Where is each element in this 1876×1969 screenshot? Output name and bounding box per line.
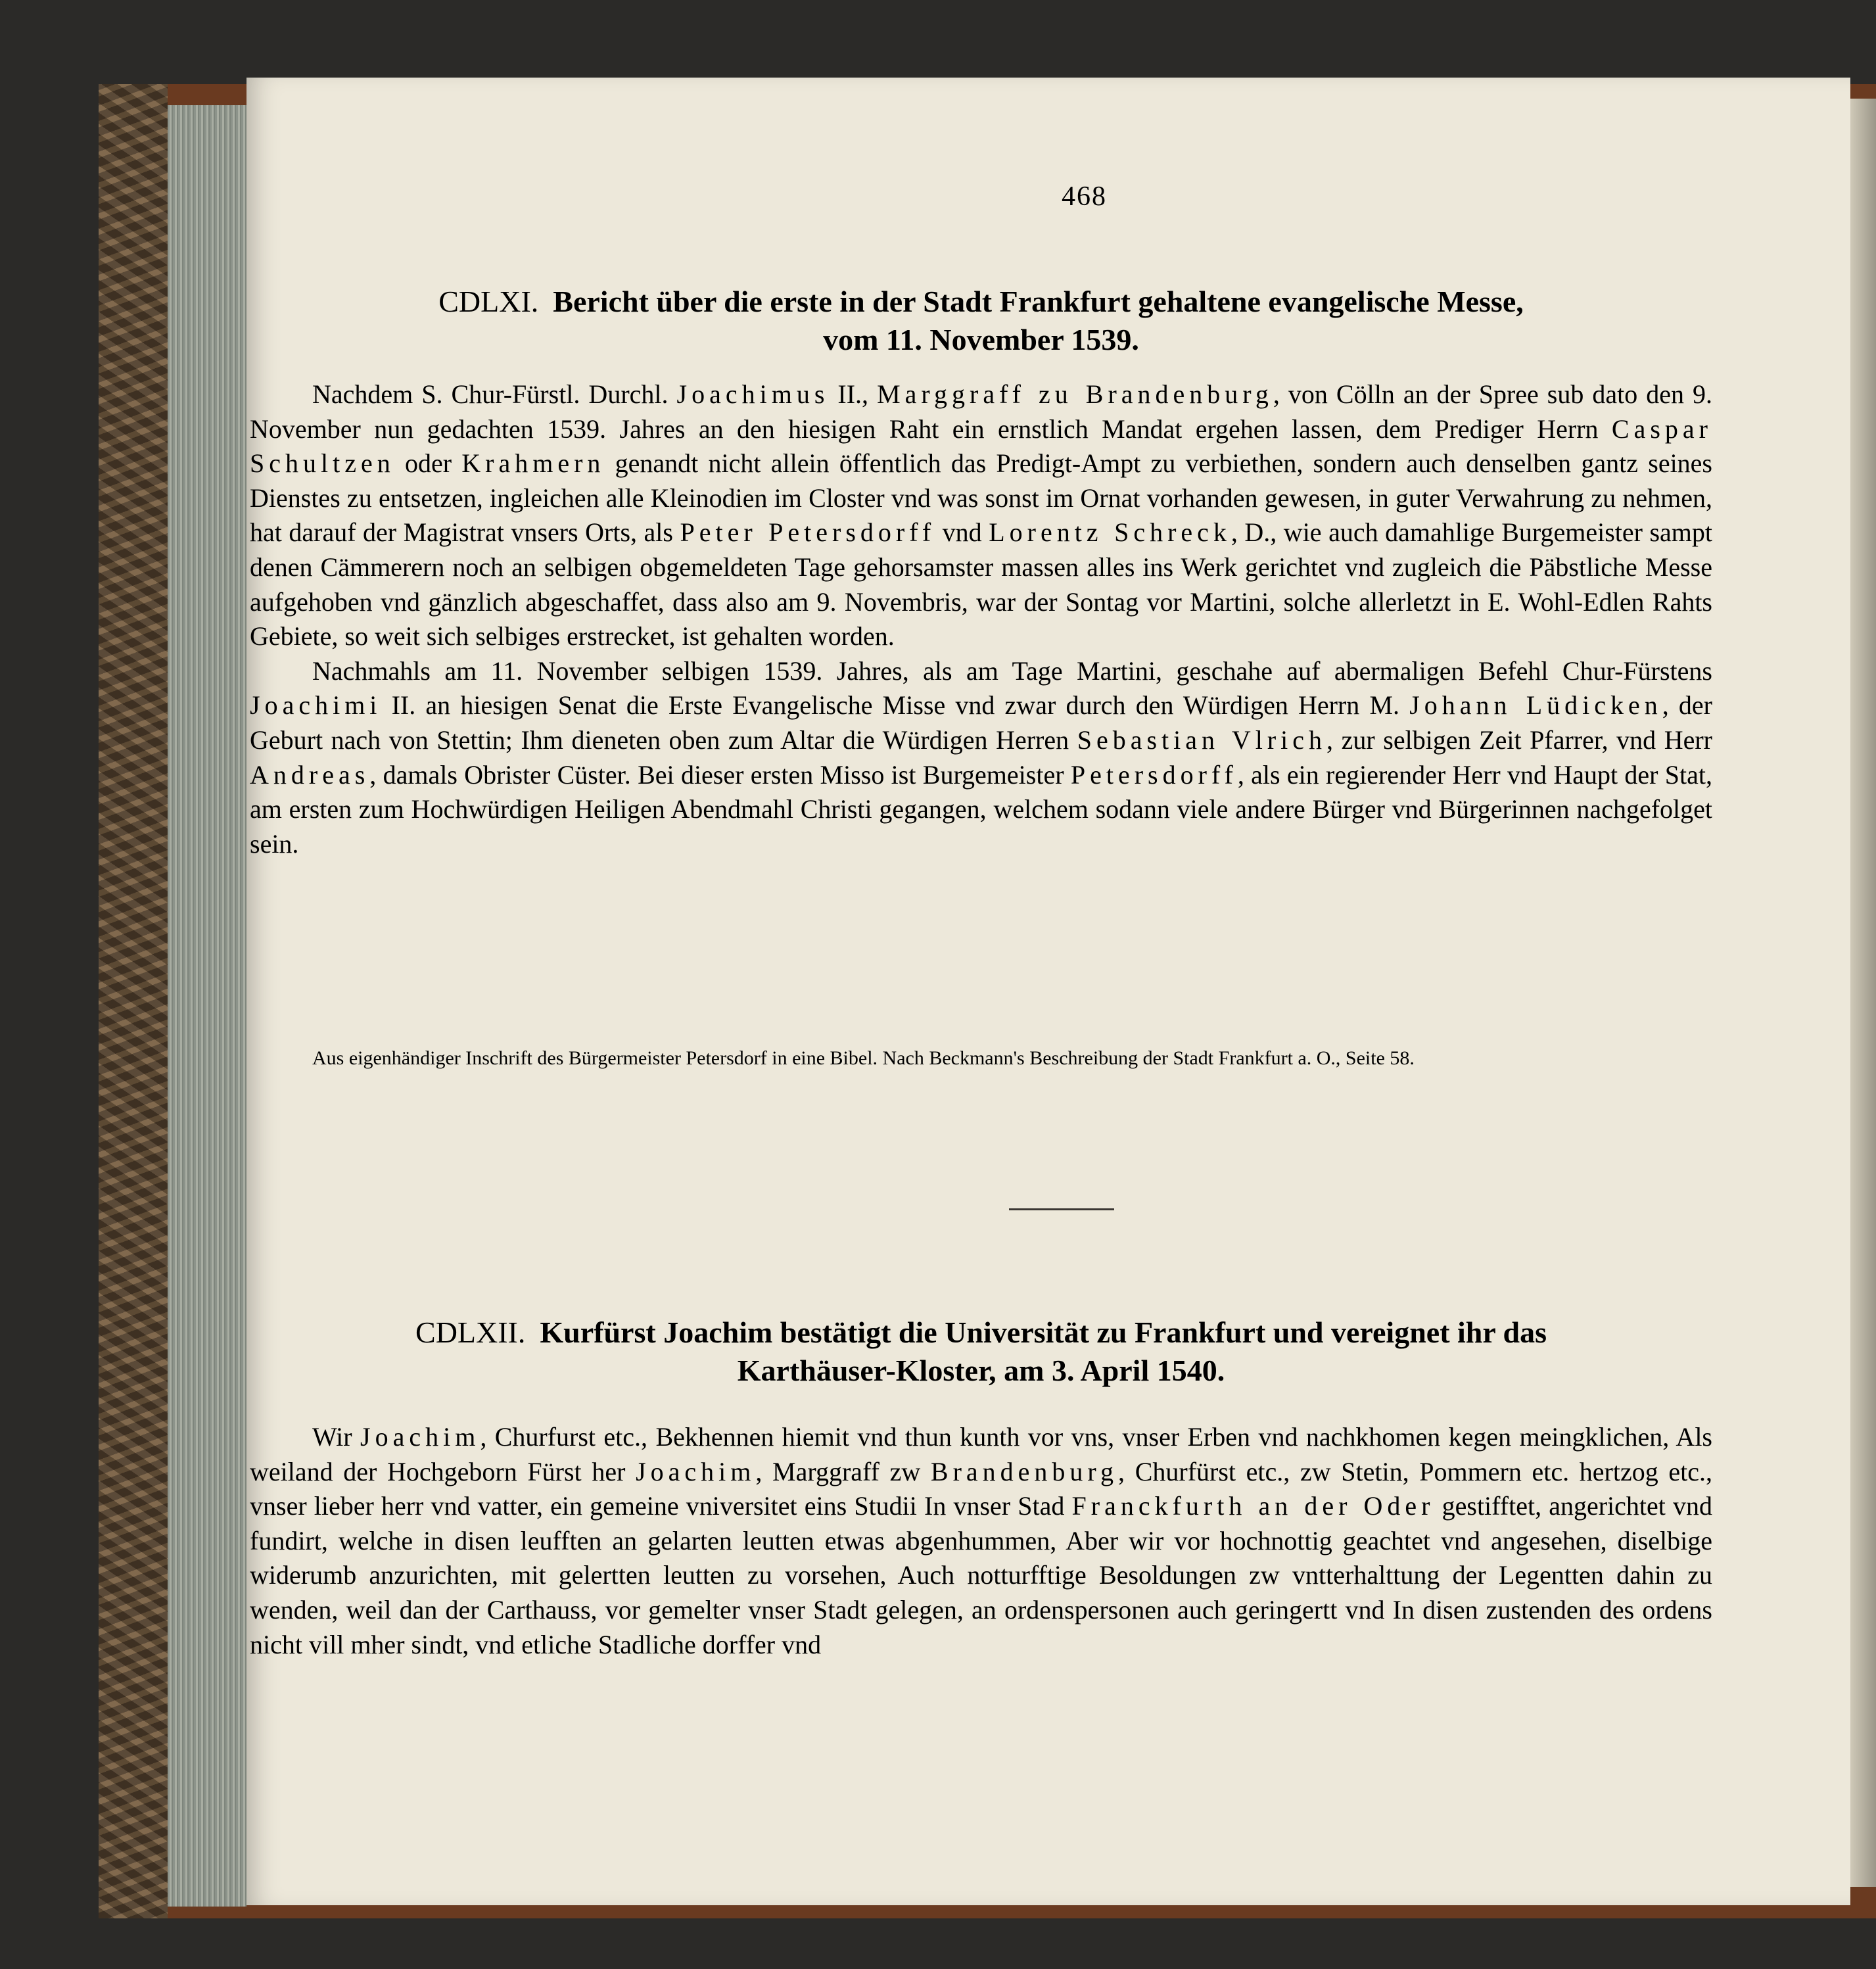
doc2-heading	[250, 1314, 1712, 1390]
doc1-title: Bericht über die erste in der Stadt Frankfurt gehaltene evangelische Messe,	[553, 285, 1524, 318]
marbled-binding	[99, 84, 168, 1918]
page-block-edge	[168, 105, 246, 1907]
doc1-paragraph-2: Nachmahls am 11. November selbigen 1539. Jahres, als am Tage Martini, geschahe auf abermaligen Befehl Chur-Fürstens Joachimi II. an hiesigen Senat die Erste Evangelische Misse vnd zwar durch den Würdigen Herrn M. Johann Lüdicken, der Geburt nach von Stettin; Ihm dieneten oben zum Altar die Würdigen Herren Sebastian Vlrich, zur selbigen Zeit Pfarrer, vnd Herr Andreas, damals Obrister Cüster. Bei dieser ersten Misso ist Burgemeister Petersdorff, als ein regierender Herr vnd Haupt der Stat, am ersten zum Hochwürdigen Heiligen Abendmahl Christi gegangen, welchem sodann viele andere Bürger vnd Bürgerinnen nachgefolget sein.	[250, 655, 1712, 859]
facing-page-edge	[1850, 99, 1876, 1887]
doc1-number: CDLXI.	[438, 285, 539, 318]
page-number: 468	[1062, 181, 1107, 212]
doc2-title-line2: Karthäuser-Kloster, am 3. April 1540.	[737, 1354, 1225, 1387]
doc2-body	[250, 1420, 1712, 1662]
doc2-number: CDLXII.	[415, 1316, 526, 1349]
doc1-body	[250, 377, 1712, 861]
doc1-paragraph-1: Nachdem S. Chur-Fürstl. Durchl. Joachimus II., Marggraff zu Brandenburg, von Cölln an der Spree sub dato den 9. November nun gedachten 1539. Jahres an den hiesigen Raht ein ernstlich Mandat ergehen lassen, dem Prediger Herrn Caspar Schultzen oder Krahmern genandt nicht allein öffentlich das Predigt-Ampt zu verbiethen, sondern auch denselben gantz seines Dienstes zu entsetzen, ingleichen alle Kleinodien im Closter vnd was sonst im Ornat vorhanden gewesen, in guter Verwahrung zu nehmen, hat darauf der Magistrat vnsers Orts, als Peter Petersdorff vnd Lorentz Schreck, D., wie auch damahlige Burgemeister sampt denen Cämmerern noch an selbigen obgemeldeten Tage gehorsamster massen alles ins Werk gerichtet vnd zugleich die Päbstliche Messe aufgehoben vnd gänzlich abgeschaffet, dass also am 9. Novembris, war der Sontag vor Martini, solche allerletzt in E. Wohl-Edlen Rahts Gebiete, so weit sich selbiges erstrecket, ist gehalten worden.	[250, 379, 1713, 652]
section-divider	[1009, 1208, 1114, 1210]
doc2-title: Kurfürst Joachim bestätigt die Universität zu Frankfurt und vereignet ihr das	[540, 1316, 1547, 1349]
doc1-source-note: Aus eigenhändiger Inschrift des Bürgermeister Petersdorf in eine Bibel. Nach Beckmann's Beschreibung der Stadt Frankfurt a. O., Seite 58.	[312, 1047, 1415, 1069]
doc1-title-line2: vom 11. November 1539.	[823, 323, 1139, 356]
doc2-paragraph-1: Wir Joachim, Churfurst etc., Bekhennen hiemit vnd thun kunth vor vns, vnser Erben vnd nachkhomen kegen meingklichen, Als weiland der Hochgeborn Fürst her Joachim, Marggraff zw Brandenburg, Churfürst etc., zw Stetin, Pommern etc. hertzog etc., vnser lieber herr vnd vatter, ein gemeine vniversitet eins Studii In vnser Stad Franckfurth an der Oder gestifftet, angerichtet vnd fundirt, welche in disen leufften an gelarten leutten etwas abgenhummen, Aber wir vor hochnottig geachtet vnd angesehen, diselbige widerumb anzurichten, mit gelertten leutten zu vorsehen, Auch notturfftige Besoldungen zw vntterhalttung der Legentten dahin zu wenden, weil dan der Carthauss, vor gemelter vnser Stadt gelegen, an ordenspersonen auch geringertt vnd In disen zustenden des ordens nicht vill mher sindt, vnd etliche Stadliche dorffer vnd	[250, 1422, 1713, 1659]
doc1-heading	[250, 283, 1712, 359]
